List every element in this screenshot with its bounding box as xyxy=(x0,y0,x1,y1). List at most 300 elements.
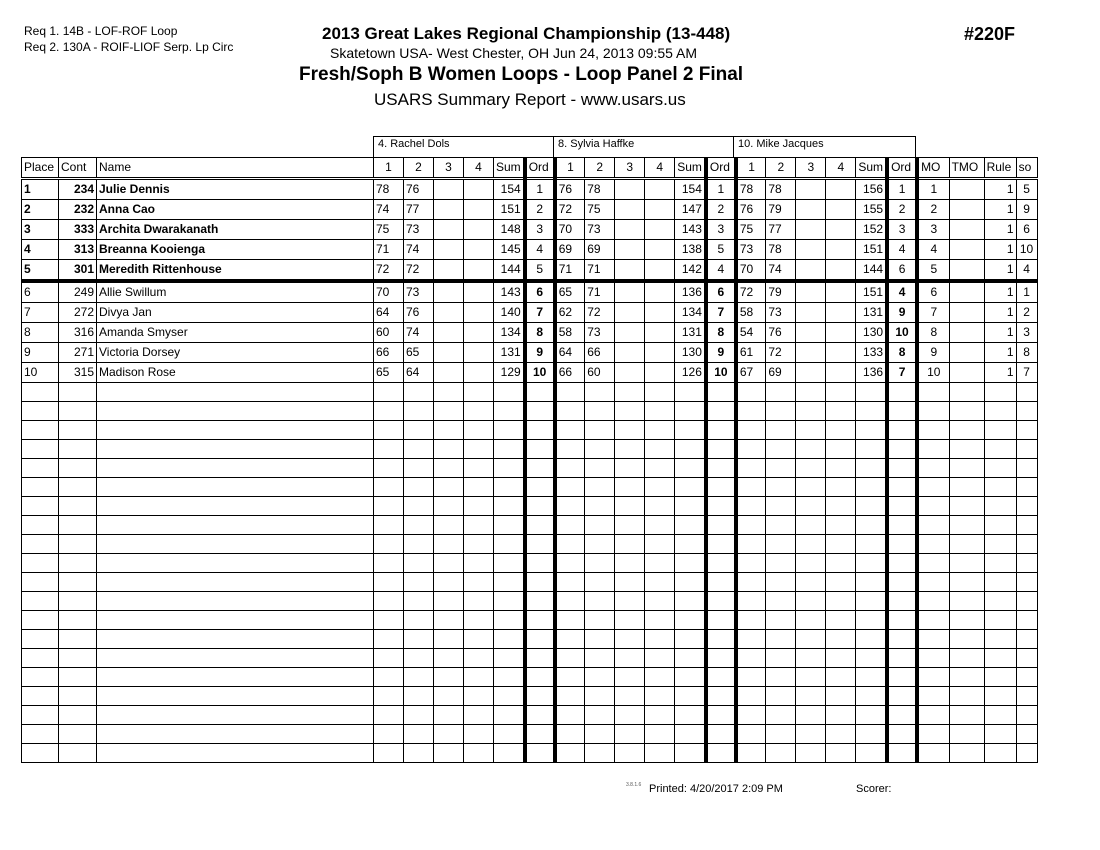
empty-cell xyxy=(917,725,949,744)
empty-cell xyxy=(494,573,525,592)
empty-cell xyxy=(59,383,97,402)
empty-cell xyxy=(645,687,675,706)
empty-cell xyxy=(796,611,826,630)
empty-cell xyxy=(736,421,766,440)
judge3-ord: 4 xyxy=(887,281,917,303)
tmo-cell xyxy=(949,323,984,343)
judge2-ord: 10 xyxy=(706,363,736,383)
empty-cell xyxy=(706,668,736,687)
judge2-score1: 64 xyxy=(555,343,585,363)
empty-cell xyxy=(984,497,1016,516)
empty-cell xyxy=(615,383,645,402)
empty-cell xyxy=(736,402,766,421)
empty-cell xyxy=(585,440,615,459)
empty-cell xyxy=(97,706,374,725)
judge1-score4 xyxy=(464,260,494,282)
empty-cell xyxy=(917,706,949,725)
empty-cell xyxy=(984,649,1016,668)
empty-cell xyxy=(887,630,917,649)
empty-cell xyxy=(675,611,706,630)
judge1-score3 xyxy=(434,179,464,200)
empty-cell xyxy=(97,668,374,687)
so-cell: 10 xyxy=(1016,240,1037,260)
empty-cell xyxy=(434,421,464,440)
empty-cell xyxy=(22,573,59,592)
empty-cell xyxy=(615,592,645,611)
empty-cell xyxy=(645,516,675,535)
report-title: USARS Summary Report - www.usars.us xyxy=(374,90,686,109)
empty-cell xyxy=(59,687,97,706)
empty-cell xyxy=(949,725,984,744)
empty-cell xyxy=(706,592,736,611)
empty-cell xyxy=(984,440,1016,459)
empty-cell xyxy=(917,668,949,687)
empty-cell xyxy=(984,516,1016,535)
empty-cell xyxy=(494,497,525,516)
judge2-sum: 147 xyxy=(675,200,706,220)
place-cell: 6 xyxy=(22,281,59,303)
empty-cell xyxy=(706,687,736,706)
empty-cell xyxy=(984,744,1016,763)
table-row xyxy=(22,220,1038,240)
empty-cell xyxy=(1016,535,1037,554)
empty-cell xyxy=(1016,725,1037,744)
empty-cell xyxy=(826,706,856,725)
cont-cell: 315 xyxy=(59,363,97,383)
empty-cell xyxy=(464,516,494,535)
empty-cell xyxy=(984,725,1016,744)
judge1-score4 xyxy=(464,179,494,200)
empty-cell xyxy=(464,725,494,744)
empty-cell xyxy=(736,592,766,611)
empty-cell xyxy=(1016,687,1037,706)
empty-cell xyxy=(555,706,585,725)
empty-cell xyxy=(856,383,887,402)
empty-row xyxy=(22,402,1038,421)
empty-cell xyxy=(706,611,736,630)
empty-cell xyxy=(887,611,917,630)
judge1-score2: 76 xyxy=(404,303,434,323)
empty-cell xyxy=(766,573,796,592)
empty-cell xyxy=(675,744,706,763)
empty-cell xyxy=(887,649,917,668)
empty-cell xyxy=(736,649,766,668)
judge-name: 4. Rachel Dols xyxy=(378,138,450,150)
empty-cell xyxy=(615,459,645,478)
empty-cell xyxy=(555,497,585,516)
empty-cell xyxy=(404,706,434,725)
empty-cell xyxy=(887,744,917,763)
empty-cell xyxy=(615,687,645,706)
judge1-score1: 78 xyxy=(374,179,404,200)
judge2-score1: 76 xyxy=(555,179,585,200)
empty-cell xyxy=(374,497,404,516)
empty-cell xyxy=(525,535,555,554)
judge3-score1: 72 xyxy=(736,281,766,303)
judge3-score1: 75 xyxy=(736,220,766,240)
judge1-score1: 72 xyxy=(374,260,404,282)
judge3-score2: 73 xyxy=(766,303,796,323)
empty-cell xyxy=(464,478,494,497)
judge2-score2: 71 xyxy=(585,260,615,282)
judge1-score4 xyxy=(464,303,494,323)
empty-cell xyxy=(706,554,736,573)
judge2-score1: 69 xyxy=(555,240,585,260)
judge2-score1: 72 xyxy=(555,200,585,220)
empty-cell xyxy=(766,497,796,516)
empty-cell xyxy=(984,573,1016,592)
empty-cell xyxy=(736,497,766,516)
empty-cell xyxy=(1016,516,1037,535)
judge2-score1: 71 xyxy=(555,260,585,282)
empty-cell xyxy=(434,725,464,744)
judge1-score4 xyxy=(464,323,494,343)
empty-cell xyxy=(555,649,585,668)
empty-cell xyxy=(404,535,434,554)
cont-cell: 234 xyxy=(59,179,97,200)
empty-cell xyxy=(856,459,887,478)
empty-row xyxy=(22,573,1038,592)
empty-cell xyxy=(555,440,585,459)
empty-cell xyxy=(615,535,645,554)
empty-cell xyxy=(97,516,374,535)
judge1-score2: 73 xyxy=(404,281,434,303)
judge2-sum: 138 xyxy=(675,240,706,260)
col-mo: MO xyxy=(917,158,949,179)
judge2-score3 xyxy=(615,323,645,343)
empty-cell xyxy=(826,440,856,459)
empty-cell xyxy=(826,459,856,478)
empty-cell xyxy=(374,535,404,554)
empty-cell xyxy=(796,592,826,611)
judge3-score2: 78 xyxy=(766,240,796,260)
empty-cell xyxy=(404,497,434,516)
judge2-score3 xyxy=(615,303,645,323)
judge3-score2: 72 xyxy=(766,343,796,363)
empty-cell xyxy=(917,630,949,649)
empty-cell xyxy=(917,440,949,459)
empty-cell xyxy=(374,421,404,440)
empty-cell xyxy=(917,611,949,630)
judge1-score3 xyxy=(434,260,464,282)
judge3-score4 xyxy=(826,260,856,282)
empty-cell xyxy=(796,744,826,763)
col-j3-1: 1 xyxy=(736,158,766,179)
empty-cell xyxy=(766,421,796,440)
empty-cell xyxy=(949,706,984,725)
judge3-score1: 67 xyxy=(736,363,766,383)
judge2-ord: 1 xyxy=(706,179,736,200)
judge2-sum: 131 xyxy=(675,323,706,343)
empty-cell xyxy=(675,402,706,421)
empty-cell xyxy=(706,573,736,592)
empty-cell xyxy=(796,497,826,516)
judge2-score3 xyxy=(615,240,645,260)
empty-cell xyxy=(826,611,856,630)
empty-cell xyxy=(856,687,887,706)
empty-cell xyxy=(917,744,949,763)
judge1-score4 xyxy=(464,200,494,220)
empty-cell xyxy=(615,440,645,459)
empty-cell xyxy=(917,459,949,478)
empty-cell xyxy=(1016,402,1037,421)
empty-row xyxy=(22,440,1038,459)
place-cell: 7 xyxy=(22,303,59,323)
empty-cell xyxy=(826,687,856,706)
judge2-score4 xyxy=(645,323,675,343)
cont-cell: 272 xyxy=(59,303,97,323)
empty-cell xyxy=(736,668,766,687)
empty-cell xyxy=(555,554,585,573)
empty-cell xyxy=(917,573,949,592)
col-j2-2: 2 xyxy=(585,158,615,179)
empty-cell xyxy=(949,554,984,573)
empty-cell xyxy=(555,478,585,497)
empty-cell xyxy=(1016,383,1037,402)
scorer-label: Scorer: xyxy=(856,783,892,795)
empty-cell xyxy=(796,516,826,535)
col-j2-4: 4 xyxy=(645,158,675,179)
empty-row xyxy=(22,478,1038,497)
empty-cell xyxy=(984,687,1016,706)
empty-cell xyxy=(525,516,555,535)
empty-cell xyxy=(826,421,856,440)
empty-cell xyxy=(464,706,494,725)
empty-cell xyxy=(856,497,887,516)
col-name: Name xyxy=(97,158,374,179)
judge3-score3 xyxy=(796,260,826,282)
judge1-score2: 72 xyxy=(404,260,434,282)
empty-cell xyxy=(887,516,917,535)
empty-cell xyxy=(826,535,856,554)
empty-cell xyxy=(766,478,796,497)
empty-cell xyxy=(706,421,736,440)
judge3-sum: 136 xyxy=(856,363,887,383)
empty-cell xyxy=(887,383,917,402)
empty-cell xyxy=(404,516,434,535)
printed-timestamp: Printed: 4/20/2017 2:09 PM xyxy=(649,783,783,795)
empty-cell xyxy=(525,630,555,649)
judge1-score4 xyxy=(464,281,494,303)
empty-cell xyxy=(766,744,796,763)
empty-cell xyxy=(494,516,525,535)
empty-cell xyxy=(949,478,984,497)
empty-cell xyxy=(374,573,404,592)
empty-row xyxy=(22,459,1038,478)
rule-cell: 1 xyxy=(984,260,1016,282)
judge1-ord: 9 xyxy=(525,343,555,363)
tmo-cell xyxy=(949,281,984,303)
judge1-score1: 65 xyxy=(374,363,404,383)
judge1-score2: 74 xyxy=(404,323,434,343)
col-j1-sum: Sum xyxy=(494,158,525,179)
empty-cell xyxy=(826,402,856,421)
empty-cell xyxy=(59,592,97,611)
empty-cell xyxy=(887,573,917,592)
judge3-score4 xyxy=(826,200,856,220)
judge1-score1: 75 xyxy=(374,220,404,240)
empty-cell xyxy=(856,725,887,744)
empty-cell xyxy=(645,478,675,497)
judge2-ord: 4 xyxy=(706,260,736,282)
so-cell: 6 xyxy=(1016,220,1037,240)
empty-cell xyxy=(736,554,766,573)
empty-cell xyxy=(494,383,525,402)
empty-cell xyxy=(984,592,1016,611)
empty-cell xyxy=(525,402,555,421)
empty-cell xyxy=(97,630,374,649)
empty-cell xyxy=(585,744,615,763)
judge2-score4 xyxy=(645,240,675,260)
empty-cell xyxy=(525,706,555,725)
tmo-cell xyxy=(949,200,984,220)
judge3-ord: 1 xyxy=(887,179,917,200)
empty-cell xyxy=(22,459,59,478)
empty-cell xyxy=(766,383,796,402)
empty-cell xyxy=(766,725,796,744)
judge1-sum: 143 xyxy=(494,281,525,303)
empty-cell xyxy=(585,668,615,687)
empty-cell xyxy=(464,630,494,649)
cont-cell: 232 xyxy=(59,200,97,220)
empty-cell xyxy=(374,668,404,687)
empty-cell xyxy=(585,459,615,478)
empty-cell xyxy=(525,478,555,497)
judge-name: 10. Mike Jacques xyxy=(738,138,824,150)
empty-cell xyxy=(917,687,949,706)
empty-cell xyxy=(615,497,645,516)
empty-cell xyxy=(22,440,59,459)
empty-cell xyxy=(736,516,766,535)
empty-cell xyxy=(1016,630,1037,649)
empty-cell xyxy=(97,554,374,573)
empty-cell xyxy=(984,478,1016,497)
judge3-score3 xyxy=(796,281,826,303)
empty-cell xyxy=(645,649,675,668)
empty-cell xyxy=(555,535,585,554)
empty-cell xyxy=(796,687,826,706)
empty-cell xyxy=(856,630,887,649)
judge2-score3 xyxy=(615,281,645,303)
empty-cell xyxy=(949,535,984,554)
empty-cell xyxy=(736,744,766,763)
empty-cell xyxy=(645,630,675,649)
so-cell: 5 xyxy=(1016,179,1037,200)
empty-cell xyxy=(585,402,615,421)
table-row xyxy=(22,343,1038,363)
so-cell: 4 xyxy=(1016,260,1037,282)
empty-cell xyxy=(766,687,796,706)
empty-cell xyxy=(374,687,404,706)
place-cell: 4 xyxy=(22,240,59,260)
empty-cell xyxy=(826,649,856,668)
judge1-score3 xyxy=(434,281,464,303)
judge2-score2: 72 xyxy=(585,303,615,323)
judge3-sum: 133 xyxy=(856,343,887,363)
table-row xyxy=(22,281,1038,303)
table-row xyxy=(22,179,1038,200)
empty-cell xyxy=(404,744,434,763)
judge1-score3 xyxy=(434,303,464,323)
empty-cell xyxy=(706,630,736,649)
empty-cell xyxy=(645,573,675,592)
empty-cell xyxy=(1016,554,1037,573)
judge3-score2: 76 xyxy=(766,323,796,343)
empty-cell xyxy=(1016,611,1037,630)
empty-cell xyxy=(494,649,525,668)
rule-cell: 1 xyxy=(984,323,1016,343)
empty-cell xyxy=(374,592,404,611)
empty-cell xyxy=(949,592,984,611)
judge2-score2: 73 xyxy=(585,323,615,343)
empty-cell xyxy=(887,554,917,573)
judge1-sum: 129 xyxy=(494,363,525,383)
col-j3-3: 3 xyxy=(796,158,826,179)
empty-row xyxy=(22,421,1038,440)
col-j2-1: 1 xyxy=(555,158,585,179)
empty-cell xyxy=(1016,706,1037,725)
empty-cell xyxy=(917,649,949,668)
empty-cell xyxy=(404,611,434,630)
empty-cell xyxy=(645,668,675,687)
empty-cell xyxy=(796,440,826,459)
empty-cell xyxy=(1016,497,1037,516)
empty-cell xyxy=(949,611,984,630)
empty-cell xyxy=(796,706,826,725)
judge1-score2: 76 xyxy=(404,179,434,200)
col-rule: Rule xyxy=(984,158,1016,179)
empty-cell xyxy=(796,554,826,573)
empty-cell xyxy=(949,402,984,421)
empty-cell xyxy=(706,440,736,459)
empty-cell xyxy=(59,535,97,554)
judge1-score3 xyxy=(434,363,464,383)
empty-cell xyxy=(374,725,404,744)
judge1-score1: 74 xyxy=(374,200,404,220)
judge1-score3 xyxy=(434,343,464,363)
judge3-sum: 144 xyxy=(856,260,887,282)
empty-cell xyxy=(585,630,615,649)
empty-cell xyxy=(917,592,949,611)
empty-cell xyxy=(949,516,984,535)
empty-cell xyxy=(374,459,404,478)
judge1-sum: 140 xyxy=(494,303,525,323)
name-cell: Victoria Dorsey xyxy=(97,343,374,363)
mo-cell: 1 xyxy=(917,179,949,200)
empty-cell xyxy=(949,497,984,516)
empty-cell xyxy=(766,592,796,611)
empty-cell xyxy=(585,706,615,725)
empty-cell xyxy=(736,573,766,592)
empty-cell xyxy=(984,383,1016,402)
rule-cell: 1 xyxy=(984,303,1016,323)
empty-cell xyxy=(585,421,615,440)
tmo-cell xyxy=(949,220,984,240)
empty-cell xyxy=(59,402,97,421)
empty-cell xyxy=(615,668,645,687)
empty-cell xyxy=(766,706,796,725)
empty-cell xyxy=(736,630,766,649)
empty-cell xyxy=(736,478,766,497)
empty-cell xyxy=(22,630,59,649)
name-cell: Breanna Kooienga xyxy=(97,240,374,260)
empty-cell xyxy=(675,706,706,725)
judge2-score4 xyxy=(645,220,675,240)
empty-cell xyxy=(494,611,525,630)
place-cell: 1 xyxy=(22,179,59,200)
empty-cell xyxy=(555,744,585,763)
empty-cell xyxy=(856,402,887,421)
